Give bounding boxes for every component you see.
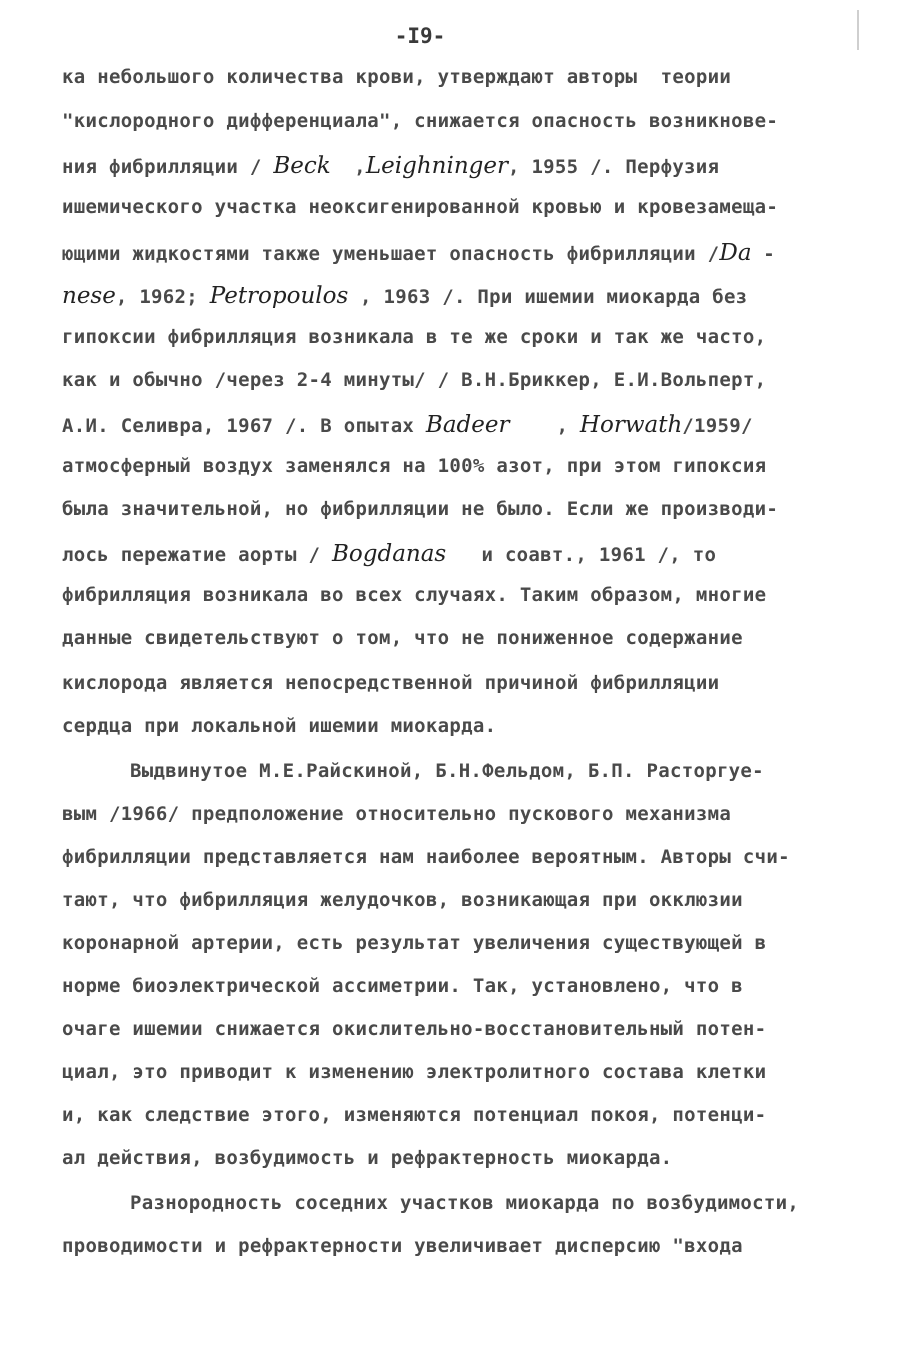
- typed-text: и соавт., 1961 /, то: [446, 544, 717, 566]
- typed-text: циал, это приводит к изменению электролитного состава клетки: [62, 1061, 767, 1083]
- text-line: [62, 932, 766, 954]
- text-line: [62, 326, 766, 348]
- text-line: [130, 760, 764, 782]
- text-line: [130, 1192, 799, 1214]
- typed-text: ющими жидкостями также уменьшает опасность фибрилляции /: [62, 243, 720, 265]
- typed-text: Выдвинутое М.Е.Райскиной, Б.Н.Фельдом, Б.П. Расторгуе-: [130, 760, 764, 782]
- typed-text: ал действия, возбудимость и рефрактерность миокарда.: [62, 1147, 673, 1169]
- text-line: [62, 369, 766, 391]
- text-line: [62, 196, 778, 218]
- handwritten-name: Beck: [273, 153, 331, 179]
- typed-text: кислорода является непосредственной причиной фибрилляции: [62, 672, 720, 694]
- text-line: [62, 975, 743, 997]
- text-line: [62, 584, 766, 606]
- typed-text: -: [751, 243, 776, 265]
- typed-text: фибрилляции представляется нам наиболее вероятным. Авторы счи-: [62, 846, 790, 868]
- typed-text: ,: [330, 156, 366, 178]
- text-line: [62, 412, 753, 438]
- text-line: [62, 455, 766, 477]
- typed-text: , 1963 /. При ишемии миокарда без: [348, 286, 748, 308]
- typed-text: была значительной, но фибрилляции не было. Если же производи-: [62, 498, 779, 520]
- text-line: [62, 283, 747, 309]
- text-line: [62, 1018, 766, 1040]
- typed-text: "кислородного дифференциала", снижается опасность возникнове-: [62, 110, 779, 132]
- text-line: [62, 541, 716, 567]
- typed-text: атмосферный воздух заменялся на 100% азот, при этом гипоксия: [62, 455, 767, 477]
- handwritten-name: Da: [719, 240, 752, 266]
- text-line: [62, 846, 790, 868]
- text-line: [62, 498, 778, 520]
- typed-text: вым /1966/ предположение относительно пускового механизма: [62, 803, 732, 825]
- typed-text: А.И. Селивра, 1967 /. В опытах: [62, 415, 426, 437]
- typed-text: /1959/: [682, 415, 753, 437]
- handwritten-name: Leighninger: [365, 153, 508, 179]
- text-line: [62, 1235, 743, 1257]
- handwritten-name: Bogdanas: [332, 541, 447, 567]
- text-line: [62, 803, 731, 825]
- text-line: [62, 715, 496, 737]
- text-line: [62, 1104, 766, 1126]
- typed-text: очаге ишемии снижается окислительно-восстановительный потен-: [62, 1018, 767, 1040]
- typed-text: тают, что фибрилляция желудочков, возникающая при окклюзии: [62, 889, 743, 911]
- typed-text: сердца при локальной ишемии миокарда.: [62, 715, 497, 737]
- typed-text: коронарной артерии, есть результат увеличения существующей в: [62, 932, 767, 954]
- handwritten-name: Petropoulos: [209, 283, 349, 309]
- text-line: [62, 627, 743, 649]
- typed-text: и, как следствие этого, изменяются потенциал покоя, потенци-: [62, 1104, 767, 1126]
- typed-text: лось пережатие аорты /: [62, 544, 332, 566]
- typed-text: ка небольшого количества крови, утверждают авторы теории: [62, 66, 732, 88]
- text-line: [62, 672, 719, 694]
- typed-text: Разнородность соседних участков миокарда по возбудимости,: [130, 1192, 800, 1214]
- text-line: [62, 153, 719, 179]
- typed-text: норме биоэлектрической ассиметрии. Так, установлено, что в: [62, 975, 743, 997]
- typed-text: гипоксии фибрилляция возникала в те же сроки и так же часто,: [62, 326, 767, 348]
- typed-text: ишемического участка неоксигенированной кровью и кровезамеща-: [62, 196, 779, 218]
- text-line: [62, 889, 743, 911]
- typed-text: ния фибрилляции /: [62, 156, 274, 178]
- typed-text: , 1962;: [115, 286, 210, 308]
- typed-text: , 1955 /. Перфузия: [507, 156, 720, 178]
- text-line: [62, 1147, 672, 1169]
- typed-text: проводимости и рефрактерности увеличивает дисперсию "входа: [62, 1235, 743, 1257]
- handwritten-name: Horwath: [579, 412, 683, 438]
- text-line: [62, 66, 731, 88]
- text-line: [62, 110, 778, 132]
- typed-text: фибрилляция возникала во всех случаях. Таким образом, многие: [62, 584, 767, 606]
- page-edge-mark: [857, 10, 859, 50]
- typed-text: данные свидетельствуют о том, что не пониженное содержание: [62, 627, 743, 649]
- typed-text: ,: [509, 415, 580, 437]
- text-line: [62, 240, 775, 266]
- page-number: -I9-: [394, 24, 446, 48]
- text-line: [62, 1061, 766, 1083]
- typed-text: как и обычно /через 2-4 минуты/ / В.Н.Бриккер, Е.И.Вольперт,: [62, 369, 767, 391]
- handwritten-name: nese: [62, 283, 116, 309]
- handwritten-name: Badeer: [425, 412, 510, 438]
